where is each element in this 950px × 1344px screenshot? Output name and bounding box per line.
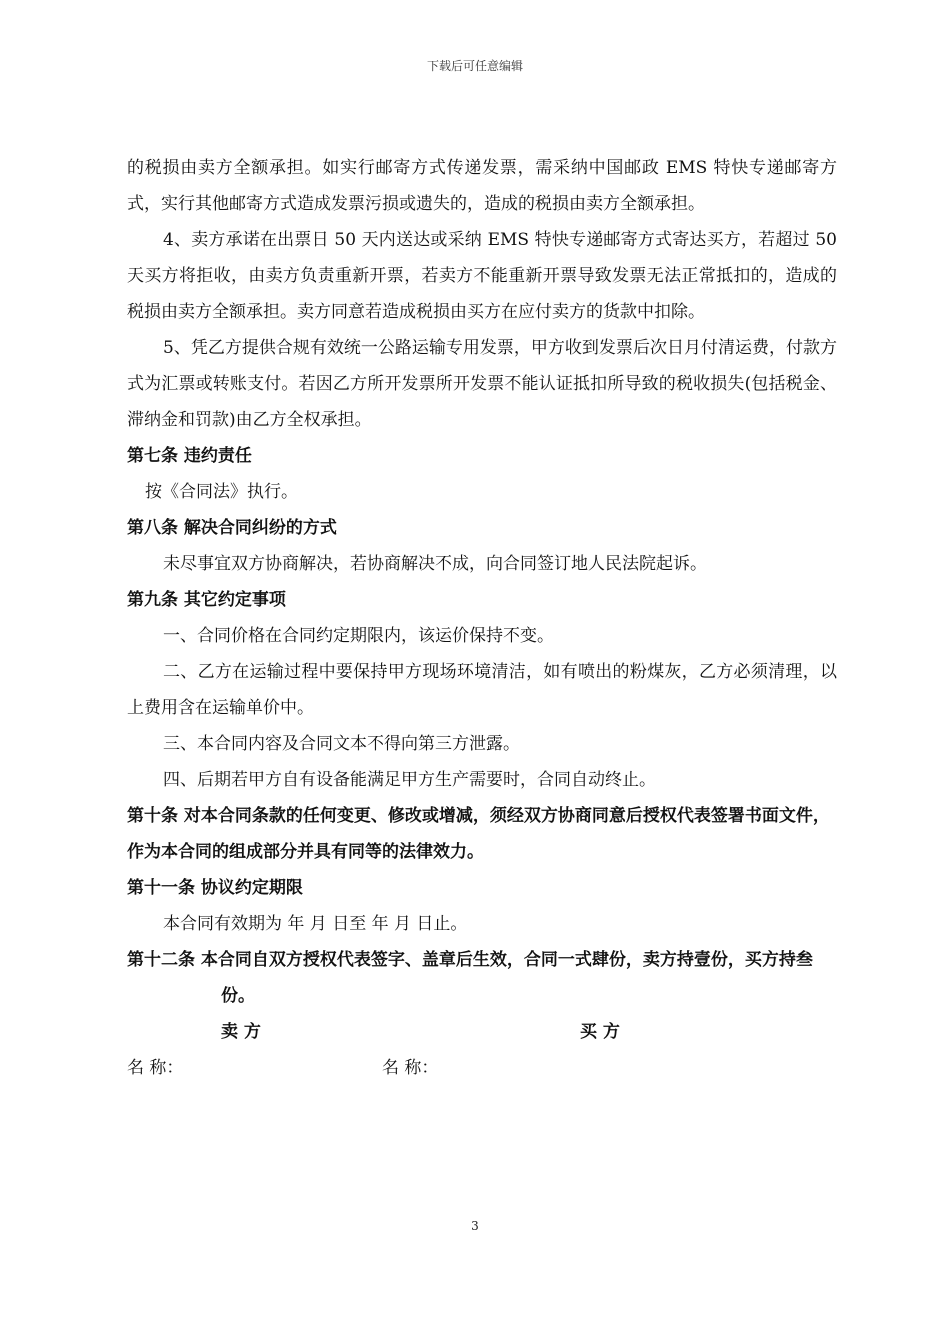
article-8-heading: 第八条 解决合同纠纷的方式 bbox=[127, 518, 337, 538]
article-8-body: 未尽事宜双方协商解决，若协商解决不成，向合同签订地人民法院起诉。 bbox=[163, 554, 707, 574]
seller-label: 卖 方 bbox=[221, 1022, 261, 1042]
article-12-heading: 第十二条 本合同自双方授权代表签字、盖章后生效，合同一式肆份，卖方持壹份，买方持叁份。 bbox=[127, 950, 813, 1006]
signature-labels-row bbox=[127, 1014, 837, 1050]
signature-name-row bbox=[127, 1050, 837, 1086]
article-11-heading: 第十一条 协议约定期限 bbox=[127, 878, 303, 898]
article-9-item: 四、后期若甲方自有设备能满足甲方生产需要时，合同自动终止。 bbox=[163, 770, 656, 790]
page-header: 下载后可任意编辑 bbox=[426, 59, 523, 73]
article-7-body: 按《合同法》执行。 bbox=[145, 482, 298, 502]
seller-name-label: 名 称： bbox=[127, 1058, 184, 1078]
article-10-heading: 第十条 对本合同条款的任何变更、修改或增减，须经双方协商同意后授权代表签署书面文件，作为本合同的组成部分并具有同等的法律效力。 bbox=[127, 806, 830, 862]
article-9-item: 三、本合同内容及合同文本不得向第三方泄露。 bbox=[163, 734, 520, 754]
paragraph-item-4: 4、卖方承诺在出票日 50 天内送达或采纳 EMS 特快专递邮寄方式寄达买方，若超过 50 天买方将拒收，由卖方负责重新开票，若卖方不能重新开票导致发票无法正常抵扣的，造成的税损由卖方全额承担。卖方同意若造成税损由买方在应付卖方的货款中扣除。 bbox=[127, 230, 837, 322]
paragraph-continuation: 的税损由卖方全额承担。如实行邮寄方式传递发票，需采纳中国邮政 EMS 特快专递邮寄方式，实行其他邮寄方式造成发票污损或遗失的，造成的税损由卖方全额承担。 bbox=[127, 158, 837, 214]
article-9-item: 一、合同价格在合同约定期限内，该运价保持不变。 bbox=[163, 626, 554, 646]
paragraph-item-5: 5、凭乙方提供合规有效统一公路运输专用发票，甲方收到发票后次日月付清运费，付款方式为汇票或转账支付。若因乙方所开发票所开发票不能认证抵扣所导致的税收损失(包括税金、滞纳金和罚款)由乙方全权承担。 bbox=[127, 338, 837, 430]
article-7-heading: 第七条 违约责任 bbox=[127, 446, 252, 466]
buyer-label: 买 方 bbox=[580, 1022, 620, 1042]
buyer-name-label: 名 称： bbox=[382, 1058, 439, 1078]
article-9-heading: 第九条 其它约定事项 bbox=[127, 590, 286, 610]
article-11-body: 本合同有效期为 年 月 日至 年 月 日止。 bbox=[163, 914, 468, 934]
article-9-item: 二、乙方在运输过程中要保持甲方现场环境清洁，如有喷出的粉煤灰，乙方必须清理，以上费用含在运输单价中。 bbox=[127, 662, 837, 718]
page-number: 3 bbox=[471, 1219, 479, 1233]
document-body bbox=[127, 150, 837, 1086]
